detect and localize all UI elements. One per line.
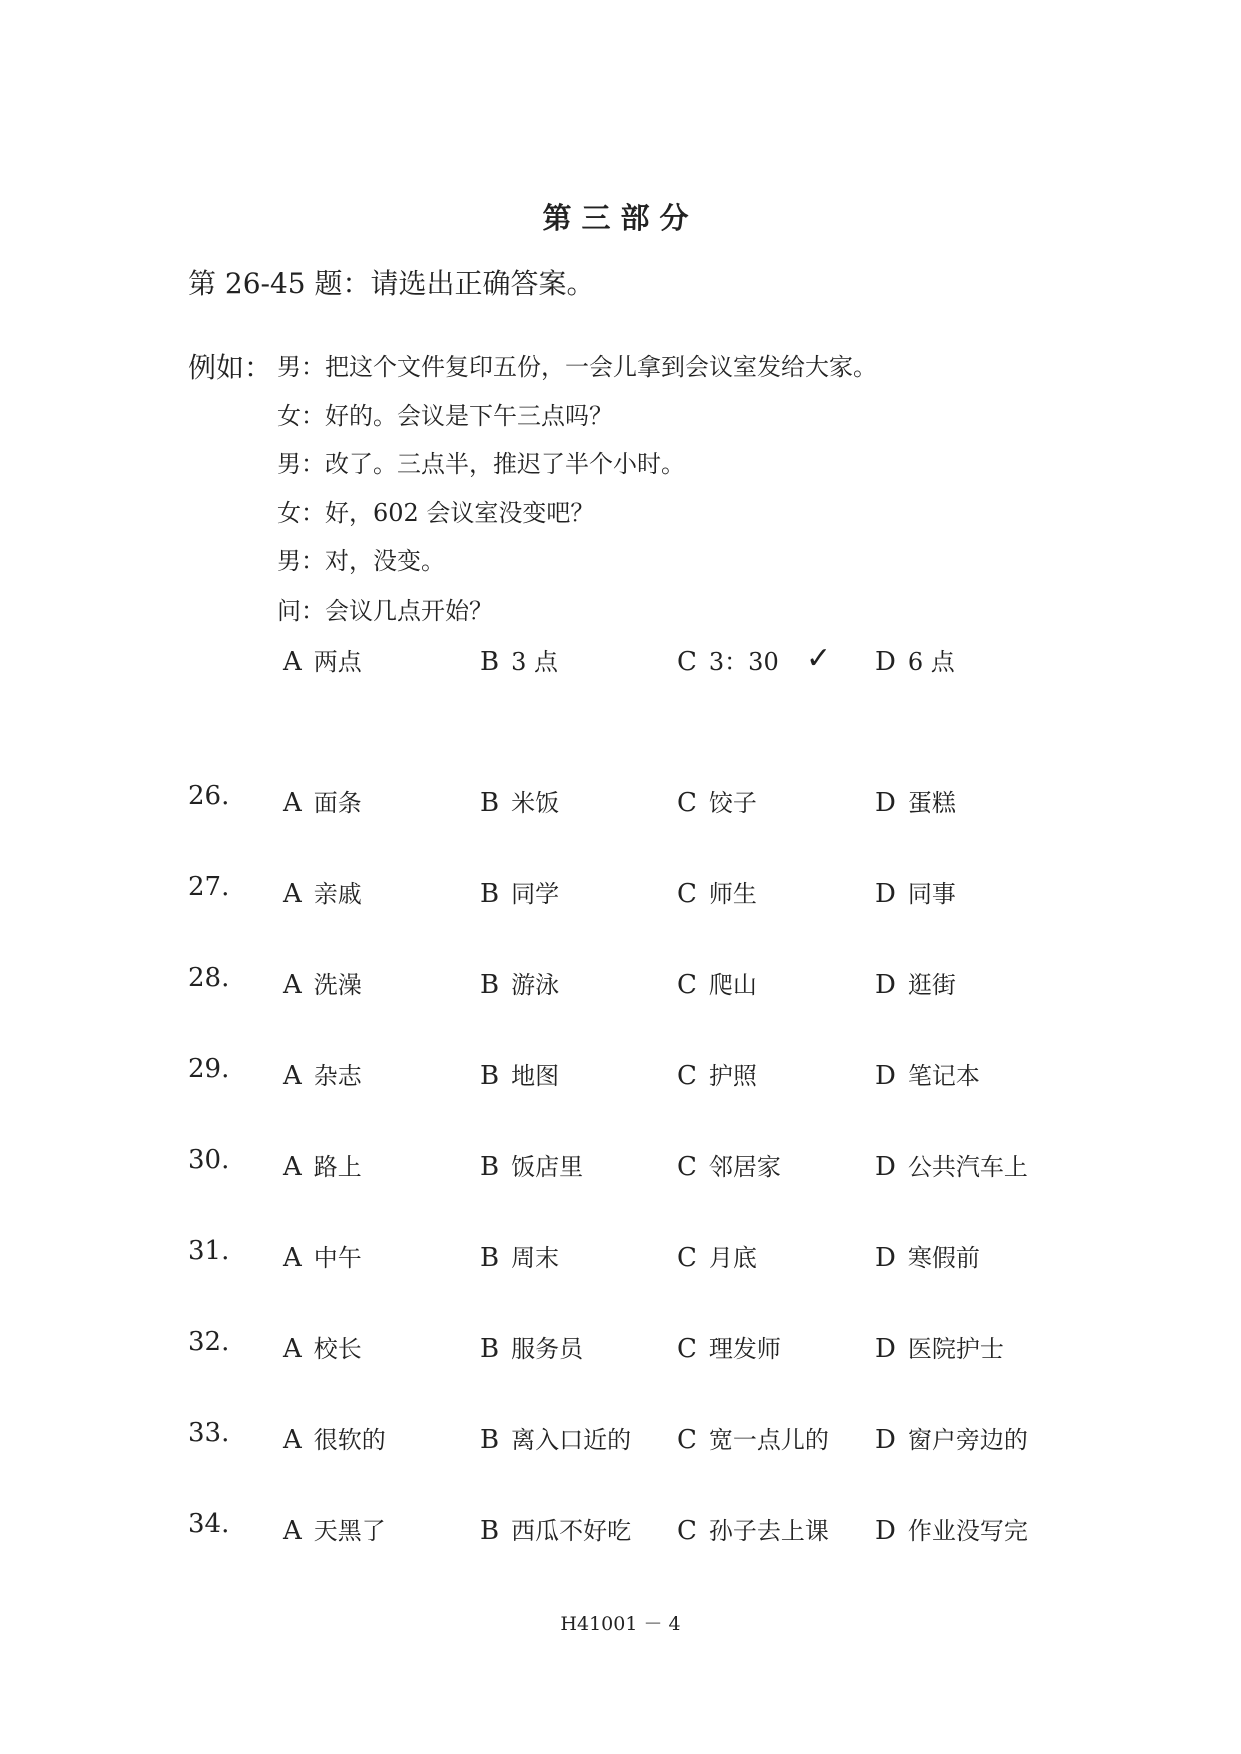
option-text: 邻居家 bbox=[708, 1153, 781, 1181]
option-text: 寒假前 bbox=[907, 1244, 980, 1272]
option-d bbox=[875, 1238, 980, 1273]
option-d bbox=[875, 783, 956, 818]
option-letter: D bbox=[875, 1516, 896, 1546]
option-c bbox=[677, 1147, 781, 1182]
option-letter: B bbox=[480, 879, 500, 909]
option-letter: B bbox=[480, 1061, 500, 1091]
question-number: 33. bbox=[188, 1418, 230, 1448]
question-number: 30. bbox=[188, 1145, 230, 1175]
option-b bbox=[480, 1511, 631, 1546]
option-text: 洗澡 bbox=[313, 971, 362, 999]
option-text: 校长 bbox=[313, 1335, 362, 1363]
option-letter: A bbox=[283, 1516, 302, 1546]
instruction: 第 26-45 题：请选出正确答案。 bbox=[188, 267, 595, 300]
option-a bbox=[283, 874, 362, 909]
option-letter: A bbox=[283, 1152, 302, 1182]
option-b bbox=[480, 1056, 559, 1091]
option-d bbox=[875, 1420, 1028, 1455]
option-text: 面条 bbox=[313, 789, 362, 817]
option-a bbox=[283, 1420, 386, 1455]
option-text: 逛街 bbox=[907, 971, 956, 999]
option-text: 离入口近的 bbox=[511, 1426, 632, 1454]
option-text: 月底 bbox=[708, 1244, 757, 1272]
option-text: 作业没写完 bbox=[907, 1517, 1028, 1545]
option-letter: A bbox=[283, 1334, 302, 1364]
option-a bbox=[283, 1329, 362, 1364]
option-letter: A bbox=[283, 647, 302, 677]
option-letter: C bbox=[677, 647, 697, 677]
option-b bbox=[480, 1329, 583, 1364]
option-text: 杂志 bbox=[313, 1062, 362, 1090]
option-letter: B bbox=[480, 1516, 500, 1546]
option-d bbox=[875, 874, 956, 909]
option-text: 笔记本 bbox=[907, 1062, 980, 1090]
option-letter: A bbox=[283, 1425, 302, 1455]
option-c bbox=[677, 874, 757, 909]
option-letter: D bbox=[875, 1061, 896, 1091]
option-letter: C bbox=[677, 879, 697, 909]
option-a bbox=[283, 1147, 362, 1182]
option-c bbox=[677, 1056, 757, 1091]
option-text: 天黑了 bbox=[313, 1517, 386, 1545]
example-option-d bbox=[875, 642, 955, 677]
option-text: 孙子去上课 bbox=[708, 1517, 829, 1545]
question-number: 26. bbox=[188, 781, 230, 811]
option-letter: D bbox=[875, 788, 896, 818]
option-a bbox=[283, 965, 362, 1000]
option-d bbox=[875, 1056, 980, 1091]
section-title: 第三部分 bbox=[542, 201, 699, 235]
example-option-c bbox=[677, 642, 779, 677]
option-text: 窗户旁边的 bbox=[907, 1426, 1028, 1454]
option-text: 3：30 bbox=[708, 648, 779, 676]
option-b bbox=[480, 874, 559, 909]
option-text: 很软的 bbox=[313, 1426, 386, 1454]
option-letter: D bbox=[875, 879, 896, 909]
option-d bbox=[875, 965, 956, 1000]
option-text: 游泳 bbox=[511, 971, 560, 999]
option-letter: B bbox=[480, 647, 500, 677]
option-letter: D bbox=[875, 647, 896, 677]
option-c bbox=[677, 965, 757, 1000]
option-letter: B bbox=[480, 970, 500, 1000]
option-text: 蛋糕 bbox=[907, 789, 956, 817]
example-dialogue-line: 男：对，没变。 bbox=[277, 547, 445, 575]
option-text: 米饭 bbox=[511, 789, 560, 817]
option-text: 6 点 bbox=[907, 648, 955, 676]
option-text: 医院护士 bbox=[907, 1335, 1004, 1363]
question-number: 27. bbox=[188, 872, 230, 902]
option-b bbox=[480, 783, 559, 818]
option-letter: C bbox=[677, 1334, 697, 1364]
option-b bbox=[480, 1420, 631, 1455]
question-number: 29. bbox=[188, 1054, 230, 1084]
option-letter: A bbox=[283, 788, 302, 818]
option-letter: C bbox=[677, 1243, 697, 1273]
option-letter: C bbox=[677, 1425, 697, 1455]
option-text: 西瓜不好吃 bbox=[511, 1517, 632, 1545]
example-dialogue-line: 女：好的。会议是下午三点吗？ bbox=[277, 402, 613, 430]
option-letter: D bbox=[875, 1243, 896, 1273]
example-label: 例如： bbox=[188, 351, 273, 384]
option-text: 同学 bbox=[511, 880, 560, 908]
option-letter: A bbox=[283, 970, 302, 1000]
option-a bbox=[283, 1511, 386, 1546]
option-c bbox=[677, 783, 757, 818]
option-letter: C bbox=[677, 1516, 697, 1546]
question-number: 32. bbox=[188, 1327, 230, 1357]
page-footer: H41001 － 4 bbox=[560, 1613, 681, 1635]
option-letter: B bbox=[480, 1334, 500, 1364]
option-text: 理发师 bbox=[708, 1335, 781, 1363]
option-d bbox=[875, 1511, 1028, 1546]
option-letter: C bbox=[677, 1152, 697, 1182]
option-letter: A bbox=[283, 1061, 302, 1091]
option-a bbox=[283, 1238, 362, 1273]
example-dialogue-line: 男：改了。三点半，推迟了半个小时。 bbox=[277, 450, 685, 478]
option-d bbox=[875, 1329, 1004, 1364]
option-d bbox=[875, 1147, 1028, 1182]
option-b bbox=[480, 1238, 559, 1273]
option-c bbox=[677, 1420, 829, 1455]
option-text: 护照 bbox=[708, 1062, 757, 1090]
option-text: 饺子 bbox=[708, 789, 757, 817]
example-dialogue-line: 女：好，602 会议室没变吧？ bbox=[277, 499, 595, 527]
option-text: 路上 bbox=[313, 1153, 362, 1181]
option-text: 周末 bbox=[511, 1244, 560, 1272]
option-letter: A bbox=[283, 879, 302, 909]
option-letter: B bbox=[480, 1425, 500, 1455]
option-c bbox=[677, 1238, 757, 1273]
option-text: 地图 bbox=[511, 1062, 560, 1090]
example-dialogue-line: 问：会议几点开始？ bbox=[277, 597, 493, 625]
option-letter: B bbox=[480, 788, 500, 818]
check-mark-icon: ✓ bbox=[806, 641, 832, 676]
option-text: 亲戚 bbox=[313, 880, 362, 908]
option-text: 同事 bbox=[907, 880, 956, 908]
option-letter: C bbox=[677, 970, 697, 1000]
question-number: 34. bbox=[188, 1509, 230, 1539]
option-letter: D bbox=[875, 1152, 896, 1182]
option-text: 师生 bbox=[708, 880, 757, 908]
option-letter: C bbox=[677, 788, 697, 818]
question-number: 31. bbox=[188, 1236, 230, 1266]
option-letter: D bbox=[875, 1425, 896, 1455]
option-text: 3 点 bbox=[511, 648, 559, 676]
option-letter: B bbox=[480, 1243, 500, 1273]
example-option-a bbox=[283, 642, 362, 677]
option-text: 宽一点儿的 bbox=[708, 1426, 829, 1454]
option-text: 服务员 bbox=[511, 1335, 584, 1363]
option-letter: C bbox=[677, 1061, 697, 1091]
option-letter: D bbox=[875, 1334, 896, 1364]
option-letter: D bbox=[875, 970, 896, 1000]
option-b bbox=[480, 1147, 583, 1182]
option-letter: B bbox=[480, 1152, 500, 1182]
option-text: 饭店里 bbox=[511, 1153, 584, 1181]
option-text: 爬山 bbox=[708, 971, 757, 999]
option-b bbox=[480, 965, 559, 1000]
option-a bbox=[283, 1056, 362, 1091]
option-text: 两点 bbox=[313, 648, 362, 676]
option-c bbox=[677, 1329, 781, 1364]
question-number: 28. bbox=[188, 963, 230, 993]
option-text: 公共汽车上 bbox=[907, 1153, 1028, 1181]
example-dialogue-line: 男：把这个文件复印五份，一会儿拿到会议室发给大家。 bbox=[277, 353, 877, 381]
option-text: 中午 bbox=[313, 1244, 362, 1272]
example-option-b bbox=[480, 642, 558, 677]
option-letter: A bbox=[283, 1243, 302, 1273]
option-c bbox=[677, 1511, 829, 1546]
option-a bbox=[283, 783, 362, 818]
